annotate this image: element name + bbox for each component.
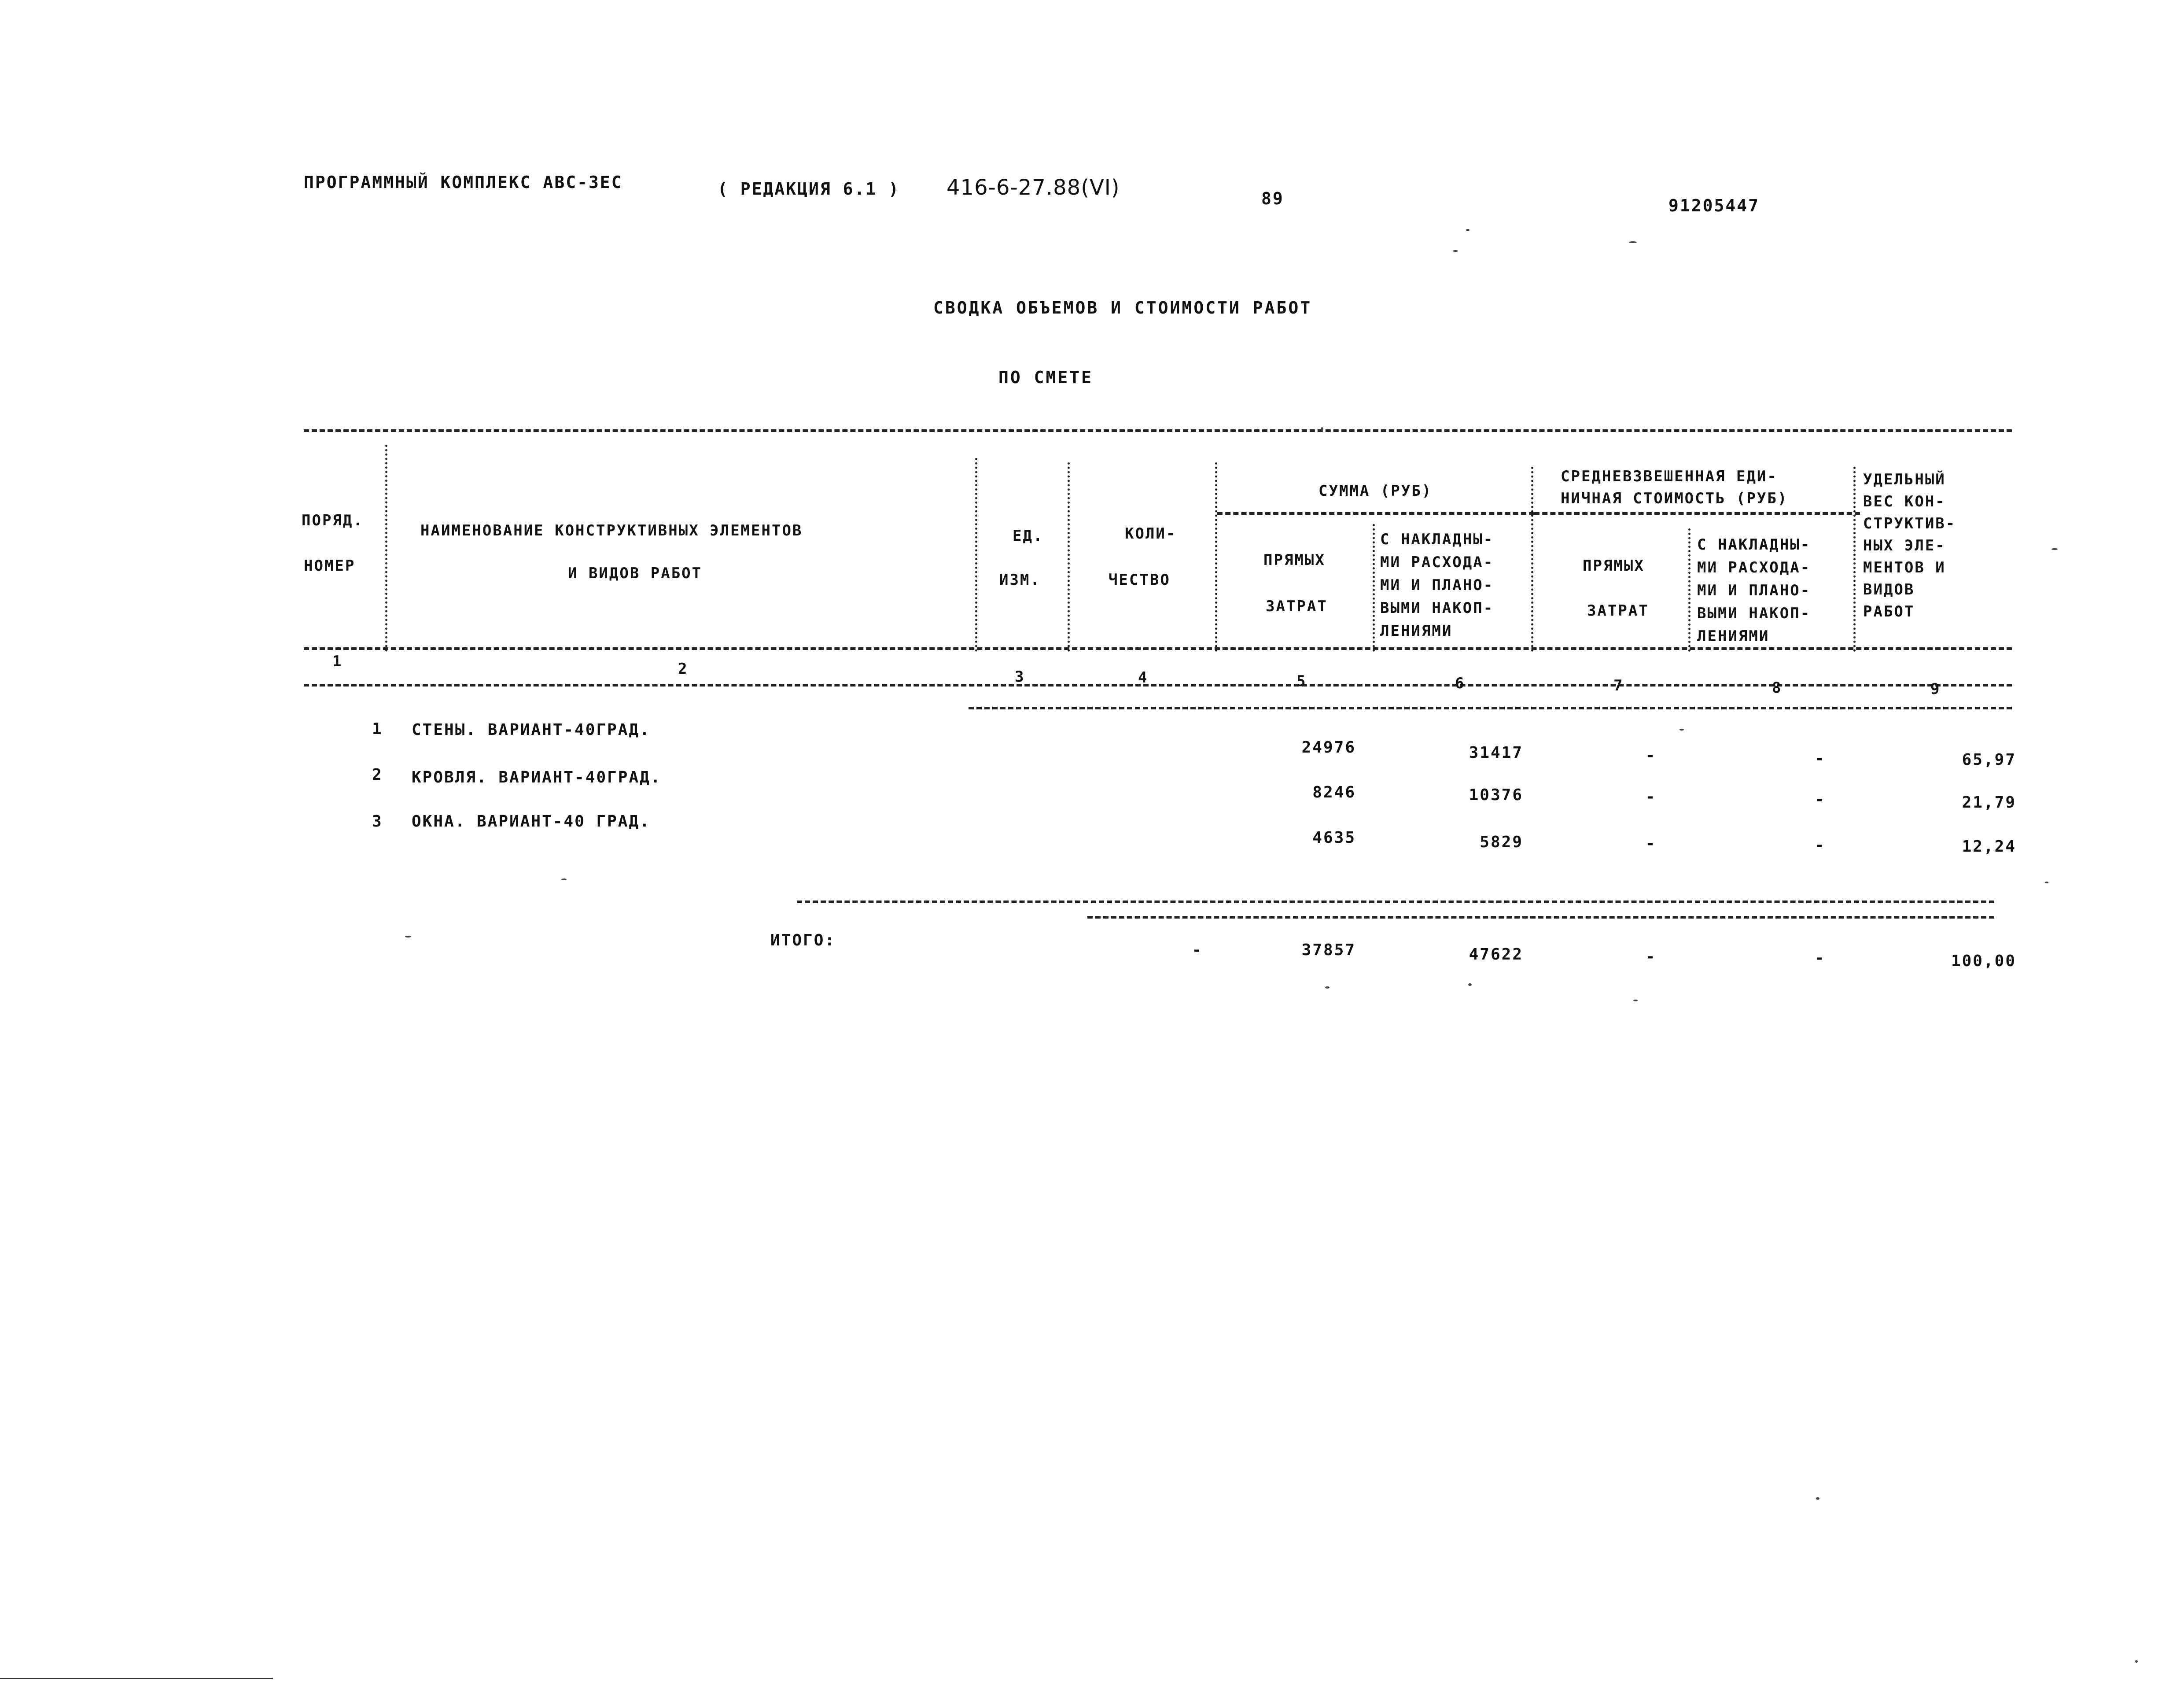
total-qty: - xyxy=(1192,941,1203,959)
scan-speck xyxy=(1816,1497,1819,1500)
row-number: 3 xyxy=(372,812,383,830)
row-name: ОКНА. ВАРИАНТ-40 ГРАД. xyxy=(412,812,651,830)
col-sep-4 xyxy=(1215,462,1217,652)
table-top-rule xyxy=(304,429,2012,432)
header-order-line2: НОМЕР xyxy=(304,557,356,575)
group-sub-rule-sum xyxy=(1217,512,1534,515)
total-avg-direct: - xyxy=(1645,948,1657,966)
header-name-line2: И ВИДОВ РАБОТ xyxy=(568,565,703,582)
total-separator-rule xyxy=(797,901,1994,903)
col-number-2: 2 xyxy=(678,660,689,678)
document-subtitle: ПО СМЕТЕ xyxy=(998,368,1094,387)
row-share: 21,79 xyxy=(1962,794,2016,812)
row-sum-overhead: 31417 xyxy=(1469,744,1523,762)
header-avg-overhead-line5: ЛЕНИЯМИ xyxy=(1697,627,1770,645)
header-avg-direct-line2: ЗАТРАТ xyxy=(1587,602,1649,620)
row-avg-direct: - xyxy=(1645,834,1657,853)
scan-speck xyxy=(561,878,567,880)
col-number-9: 9 xyxy=(1930,680,1941,698)
col-number-3: 3 xyxy=(1015,668,1025,686)
header-avg-group-line1: СРЕДНЕВЗВЕШЕННАЯ ЕДИ- xyxy=(1561,468,1778,485)
row-share: 12,24 xyxy=(1962,838,2016,856)
scan-speck xyxy=(1633,1000,1638,1001)
col-sep-5 xyxy=(1373,524,1375,652)
number-row-bottom-rule-2 xyxy=(969,707,2012,709)
header-sum-overhead-line4: ВЫМИ НАКОП- xyxy=(1380,599,1494,617)
page-number: 89 xyxy=(1261,189,1284,208)
group-sub-rule-avg xyxy=(1534,512,1860,515)
col-sep-2 xyxy=(975,458,977,652)
row-sum-overhead: 10376 xyxy=(1469,786,1523,804)
scan-speck xyxy=(1679,729,1684,731)
document-code: 91205447 xyxy=(1668,196,1760,215)
header-unit-line2: ИЗМ. xyxy=(999,571,1041,589)
row-avg-direct: - xyxy=(1645,746,1657,764)
header-sum-overhead-line5: ЛЕНИЯМИ xyxy=(1380,622,1453,640)
total-sum-overhead: 47622 xyxy=(1469,945,1523,963)
number-row-bottom-rule xyxy=(304,684,2012,686)
total-separator-rule-2 xyxy=(1087,916,1994,919)
row-share: 65,97 xyxy=(1962,751,2016,769)
header-avg-overhead-line1: С НАКЛАДНЫ- xyxy=(1697,536,1811,554)
header-share-line6: ВИДОВ xyxy=(1863,581,1915,598)
header-share-line1: УДЕЛЬНЫЙ xyxy=(1863,471,1946,488)
total-sum-direct: 37857 xyxy=(1301,941,1356,959)
col-sep-8 xyxy=(1853,467,1856,652)
row-avg-overhead: - xyxy=(1815,790,1826,808)
scan-speck xyxy=(1466,229,1470,231)
scan-speck xyxy=(1629,241,1637,243)
header-sum-direct-line2: ЗАТРАТ xyxy=(1266,598,1328,615)
header-sum-overhead-line1: С НАКЛАДНЫ- xyxy=(1380,531,1494,548)
scan-speck xyxy=(2051,548,2058,550)
scan-speck xyxy=(2045,882,2048,883)
header-avg-direct-line1: ПРЯМЫХ xyxy=(1583,557,1645,575)
header-share-line3: СТРУКТИВ- xyxy=(1863,515,1956,532)
row-sum-direct: 8246 xyxy=(1312,783,1356,801)
row-avg-overhead: - xyxy=(1815,749,1826,768)
header-share-line7: РАБОТ xyxy=(1863,603,1915,620)
row-avg-overhead: - xyxy=(1815,836,1826,854)
col-number-8: 8 xyxy=(1772,679,1783,697)
header-avg-overhead-line3: МИ И ПЛАНО- xyxy=(1697,582,1811,599)
row-sum-direct: 4635 xyxy=(1312,829,1356,847)
col-sep-3 xyxy=(1068,462,1070,652)
total-avg-overhead: - xyxy=(1815,949,1826,967)
header-share-line2: ВЕС КОН- xyxy=(1863,493,1946,510)
header-qty-line2: ЧЕСТВО xyxy=(1109,571,1171,589)
row-sum-direct: 24976 xyxy=(1301,738,1356,757)
row-name: СТЕНЫ. ВАРИАНТ-40ГРАД. xyxy=(412,721,651,739)
header-bottom-rule xyxy=(304,647,2012,650)
row-sum-overhead: 5829 xyxy=(1480,833,1523,851)
scan-edge-line xyxy=(0,1678,273,1679)
header-sum-group: СУММА (РУБ) xyxy=(1319,482,1433,500)
scan-speck xyxy=(1321,427,1323,431)
header-sum-overhead-line2: МИ РАСХОДА- xyxy=(1380,554,1494,571)
program-name: ПРОГРАММНЫЙ КОМПЛЕКС АВС-3ЕС xyxy=(304,173,623,192)
header-share-line5: МЕНТОВ И xyxy=(1863,559,1946,576)
header-avg-group-line2: НИЧНАЯ СТОИМОСТЬ (РУБ) xyxy=(1561,490,1788,507)
header-unit-line1: ЕД. xyxy=(1013,527,1044,545)
col-number-5: 5 xyxy=(1296,672,1307,690)
header-qty-line1: КОЛИ- xyxy=(1125,525,1177,543)
scan-speck xyxy=(1453,250,1458,252)
header-avg-overhead-line2: МИ РАСХОДА- xyxy=(1697,559,1811,576)
scan-speck xyxy=(2135,1660,2138,1663)
col-number-6: 6 xyxy=(1455,675,1466,692)
header-name-line1: НАИМЕНОВАНИЕ КОНСТРУКТИВНЫХ ЭЛЕМЕНТОВ xyxy=(420,522,803,539)
col-sep-7 xyxy=(1688,528,1690,652)
total-label: ИТОГО: xyxy=(770,931,836,949)
header-sum-overhead-line3: МИ И ПЛАНО- xyxy=(1380,576,1494,594)
project-number: 416-6-27.88(VI) xyxy=(947,175,1120,200)
total-share: 100,00 xyxy=(1951,952,2016,970)
header-sum-direct-line1: ПРЯМЫХ xyxy=(1263,551,1326,569)
scan-speck xyxy=(1325,986,1330,989)
header-order-line1: ПОРЯД. xyxy=(302,512,364,529)
col-number-4: 4 xyxy=(1138,669,1149,686)
col-sep-6 xyxy=(1531,467,1533,652)
scan-speck xyxy=(1468,983,1472,986)
col-number-1: 1 xyxy=(332,653,343,670)
document-title: СВОДКА ОБЪЕМОВ И СТОИМОСТИ РАБОТ xyxy=(933,298,1312,317)
header-share-line4: НЫХ ЭЛЕ- xyxy=(1863,537,1946,554)
row-avg-direct: - xyxy=(1645,788,1657,806)
scan-speck xyxy=(405,936,411,937)
col-sep-1 xyxy=(385,445,387,652)
row-name: КРОВЛЯ. ВАРИАНТ-40ГРАД. xyxy=(412,768,662,786)
row-number: 1 xyxy=(372,720,383,738)
header-avg-overhead-line4: ВЫМИ НАКОП- xyxy=(1697,605,1811,622)
col-number-7: 7 xyxy=(1613,677,1624,694)
edition-label: ( РЕДАКЦИЯ 6.1 ) xyxy=(718,179,900,199)
row-number: 2 xyxy=(372,766,383,784)
